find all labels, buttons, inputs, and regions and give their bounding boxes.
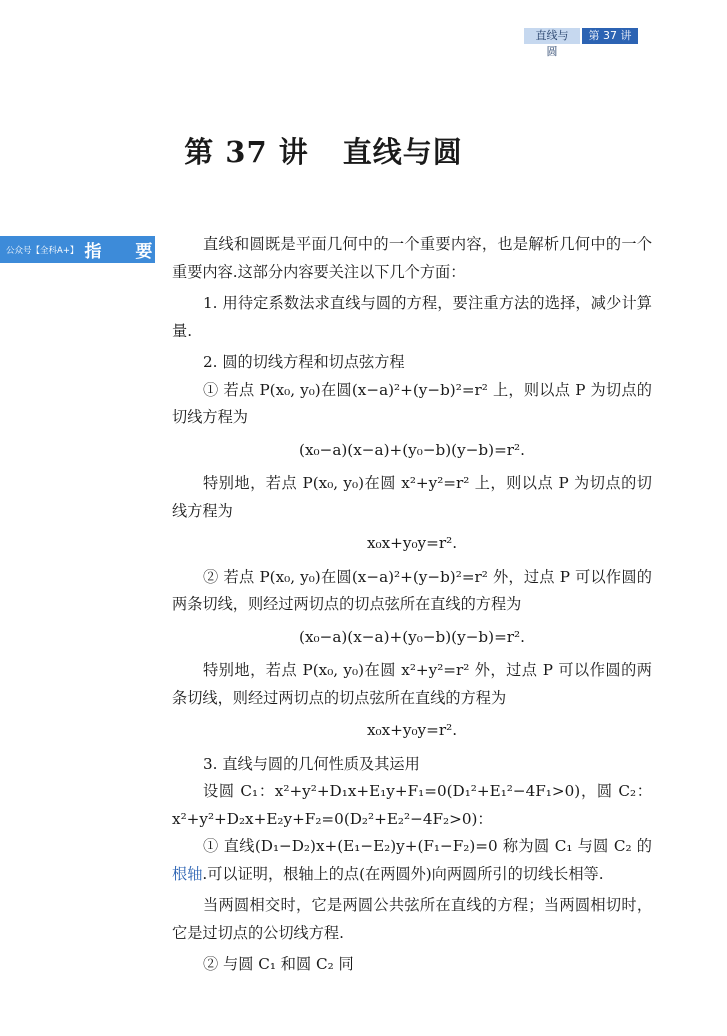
sidebar-label: 指 要 — [84, 242, 167, 262]
radical-axis-text-after: .可以证明，根轴上的点(在两圆外)向两圆所引的切线长相等. — [202, 864, 604, 883]
paragraph-intersect-tangent: 当两圆相交时，它是两圆公共弦所在直线的方程；当两圆相切时，它是过切点的公切线方程. — [172, 896, 652, 942]
header-lecture: 第 37 讲 — [582, 28, 638, 44]
paragraph-radical-axis — [172, 833, 652, 888]
paragraph-point-2b — [172, 951, 652, 979]
page-title — [0, 130, 647, 171]
paragraph-two-circles: 设圆 C₁：x²+y²+D₁x+E₁y+F₁=0(D₁²+E₁²−4F₁>0)，圆 C₂：x²+y²+D₂x+E₂y+F₂=0(D₂²+E₂²−4F₂>0)： — [172, 782, 652, 828]
equation-tangent-special: x₀x+y₀y=r². — [366, 534, 458, 552]
radical-axis-text-before: ① 直线(D₁−D₂)x+(E₁−E₂)y+(F₁−F₂)=0 称为圆 C₁ 与圆 C₂ 的 — [203, 837, 652, 855]
header-topic: 直线与圆 — [524, 28, 580, 44]
paragraph-tangent-on-circle: ① 若点 P(x₀, y₀)在圆(x−a)²+(y−b)²=r² 上，则以点 P 为切点的切线方程为 — [172, 380, 652, 426]
equation-chord-general: (x₀−a)(x−a)+(y₀−b)(y−b)=r². — [299, 627, 525, 646]
title-topic: 直线与圆 — [342, 135, 463, 169]
paragraph-chord-special: 特别地，若点 P(x₀, y₀)在圆 x²+y²=r² 外，过点 P 可以作圆的两条切线，则经过两切点的切点弦所在直线的方程为 — [172, 661, 652, 707]
paragraph-point-2-heading: 2. 圆的切线方程和切点弦方程 — [203, 353, 405, 371]
running-header — [524, 28, 638, 58]
paragraph-point-1: 1. 用待定系数法求直线与圆的方程，要注重方法的选择，减少计算量. — [172, 294, 652, 340]
paragraph-intro: 直线和圆既是平面几何中的一个重要内容，也是解析几何中的一个重要内容.这部分内容要关注以下几个方面： — [172, 235, 652, 281]
paragraph-tangent-special: 特别地，若点 P(x₀, y₀)在圆 x²+y²=r² 上，则以点 P 为切点的切线方程为 — [172, 474, 652, 520]
equation-chord-special: x₀x+y₀y=r². — [366, 721, 458, 739]
radical-axis-term: 根轴 — [172, 864, 203, 883]
main-content — [172, 231, 652, 979]
paragraph-point-2b-text: ② 与圆 C₁ 和圆 C₂ 同 — [203, 955, 354, 973]
paragraph-point-3-heading: 3. 直线与圆的几何性质及其运用 — [203, 754, 420, 773]
section-label — [0, 236, 167, 263]
title-number: 第 37 讲 — [184, 135, 309, 169]
paragraph-chord-outside: ② 若点 P(x₀, y₀)在圆(x−a)²+(y−b)²=r² 外，过点 P 可以作圆的两条切线，则经过两切点的切点弦所在直线的方程为 — [172, 567, 652, 613]
sidebar-small-text: 公众号【全科A+】 — [6, 245, 79, 256]
equation-tangent-general: (x₀−a)(x−a)+(y₀−b)(y−b)=r². — [299, 440, 525, 459]
